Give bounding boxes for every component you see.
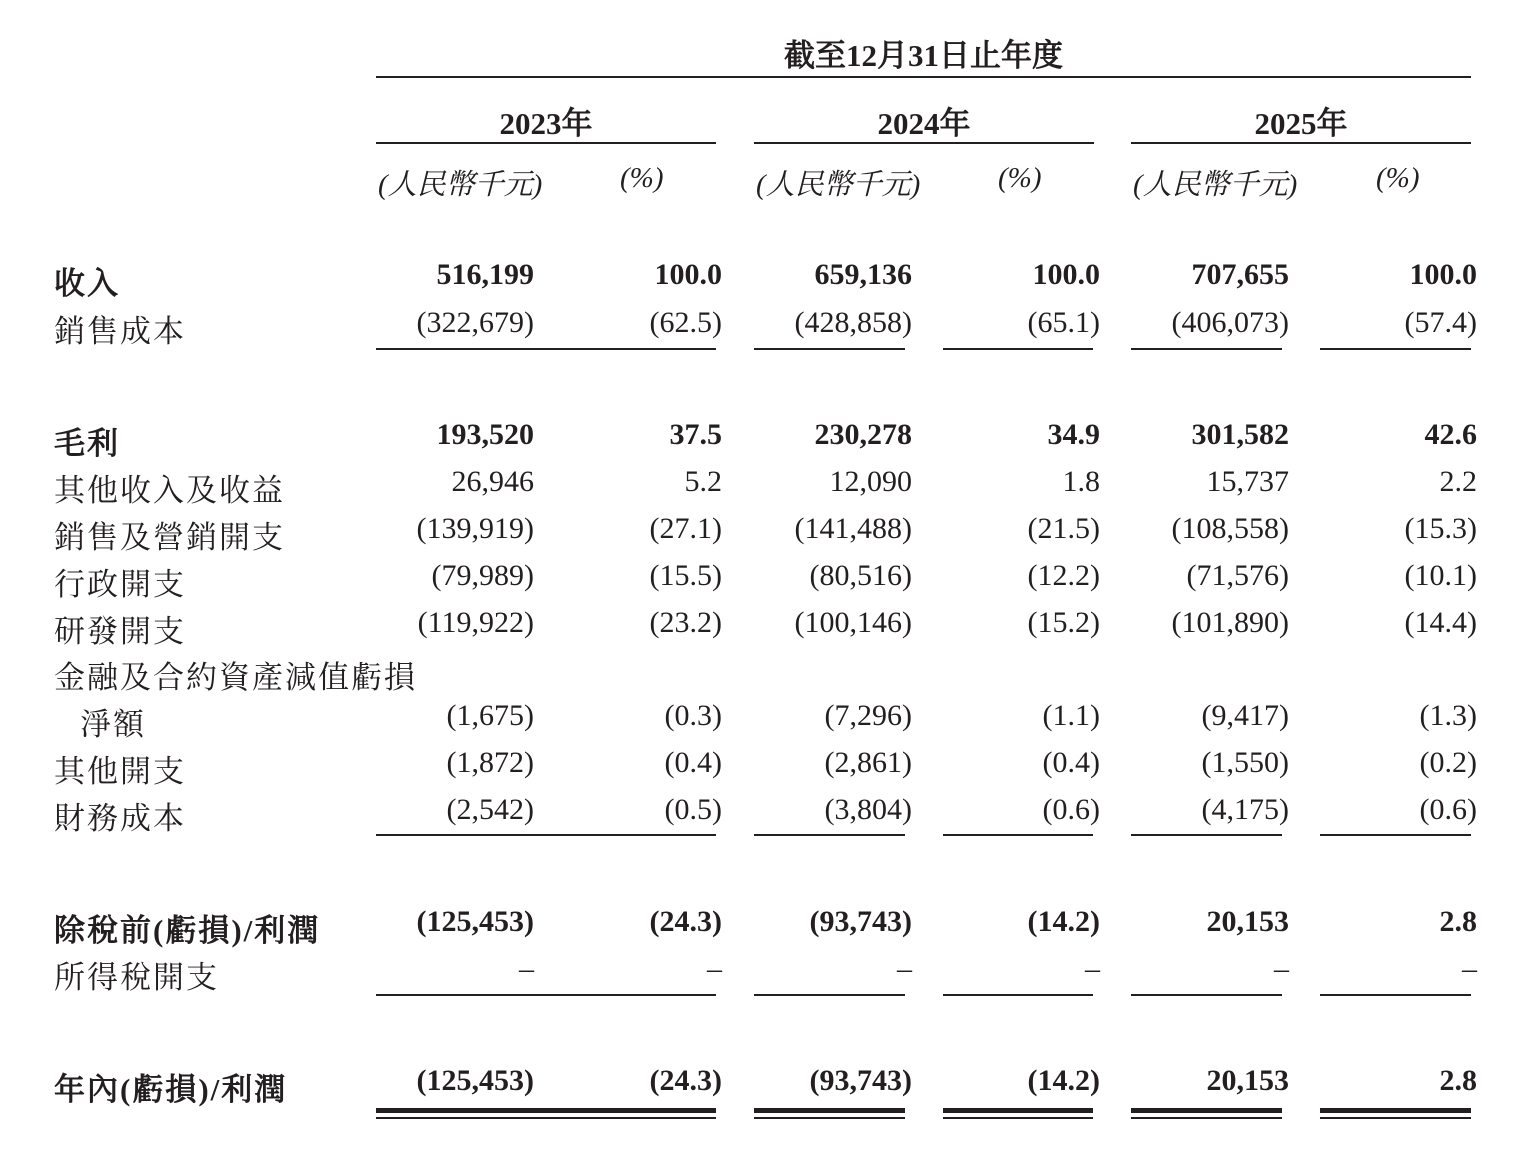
cell-value: 34.9 xyxy=(1047,418,1100,451)
cell-value: (322,679) xyxy=(416,306,534,339)
cell-value: (2,861) xyxy=(824,746,912,779)
cell-value: (15.2) xyxy=(1027,606,1100,639)
cell-value: (108,558) xyxy=(1171,512,1289,545)
cell-value: 5.2 xyxy=(684,465,722,498)
subtotal-rule xyxy=(565,348,716,350)
unit-pct-2024: (%) xyxy=(998,162,1042,194)
row-label: 所得稅開支 xyxy=(54,960,219,995)
total-double-rule xyxy=(754,1108,905,1113)
year-heading-2023: 2023年 xyxy=(499,106,593,141)
row-label: 行政開支 xyxy=(54,567,186,602)
cell-value: (125,453) xyxy=(416,905,534,938)
row-label: 其他開支 xyxy=(54,754,186,789)
cell-value: – xyxy=(519,952,534,985)
cell-value: (0.4) xyxy=(1042,746,1100,779)
subtotal-rule xyxy=(943,834,1093,836)
subtotal-rule xyxy=(1131,994,1282,996)
subtotal-rule xyxy=(943,994,1093,996)
cell-value: 2.2 xyxy=(1439,465,1477,498)
cell-value: (1.3) xyxy=(1419,699,1477,732)
cell-value: – xyxy=(897,952,912,985)
cell-value: (65.1) xyxy=(1027,306,1100,339)
cell-value: (1,550) xyxy=(1201,746,1289,779)
subtotal-rule xyxy=(565,834,716,836)
cell-value: 2.8 xyxy=(1439,1064,1477,1097)
cell-value: (0.4) xyxy=(664,746,722,779)
cell-value: 2.8 xyxy=(1439,905,1477,938)
unit-amount-2025: (人民幣千元) xyxy=(1133,169,1298,201)
cell-value: (14.2) xyxy=(1027,1064,1100,1097)
subtotal-rule xyxy=(1320,348,1471,350)
subtotal-rule xyxy=(943,348,1093,350)
cell-value: (0.2) xyxy=(1419,746,1477,779)
row-label: 淨額 xyxy=(80,707,146,742)
cell-value: (79,989) xyxy=(431,559,534,592)
cell-value: (3,804) xyxy=(824,793,912,826)
subtotal-rule xyxy=(754,834,905,836)
unit-amount-2024: (人民幣千元) xyxy=(756,169,921,201)
cell-value: (406,073) xyxy=(1171,306,1289,339)
cell-value: (1,675) xyxy=(446,699,534,732)
cell-value: (23.2) xyxy=(649,606,722,639)
unit-amount-2023: (人民幣千元) xyxy=(378,169,543,201)
cell-value: 230,278 xyxy=(814,418,912,451)
row-label: 其他收入及收益 xyxy=(54,473,285,508)
row-label: 收入 xyxy=(54,266,120,301)
year-underline-2024 xyxy=(754,142,1094,144)
subtotal-rule xyxy=(565,994,716,996)
row-label: 毛利 xyxy=(54,426,120,461)
year-heading-2025: 2025年 xyxy=(1254,106,1348,141)
year-underline-2025 xyxy=(1131,142,1471,144)
cell-value: 100.0 xyxy=(654,258,722,291)
subtotal-rule xyxy=(754,994,905,996)
cell-value: (0.5) xyxy=(664,793,722,826)
cell-value: (24.3) xyxy=(649,905,722,938)
cell-value: (9,417) xyxy=(1201,699,1289,732)
row-label: 研發開支 xyxy=(54,614,186,649)
cell-value: – xyxy=(1462,952,1477,985)
cell-value: (2,542) xyxy=(446,793,534,826)
subtotal-rule xyxy=(1131,834,1282,836)
cell-value: 659,136 xyxy=(814,258,912,291)
cell-value: 707,655 xyxy=(1191,258,1289,291)
total-double-rule xyxy=(565,1108,716,1113)
cell-value: (93,743) xyxy=(809,1064,912,1097)
cell-value: (93,743) xyxy=(809,905,912,938)
cell-value: 100.0 xyxy=(1032,258,1100,291)
unit-pct-2023: (%) xyxy=(620,162,664,194)
subtotal-rule xyxy=(1131,348,1282,350)
cell-value: (125,453) xyxy=(416,1064,534,1097)
total-double-rule xyxy=(1320,1108,1471,1113)
cell-value: 193,520 xyxy=(436,418,534,451)
row-label: 銷售及營銷開支 xyxy=(54,520,285,555)
cell-value: (0.6) xyxy=(1419,793,1477,826)
cell-value: (10.1) xyxy=(1404,559,1477,592)
cell-value: 20,153 xyxy=(1206,1064,1289,1097)
cell-value: (0.3) xyxy=(664,699,722,732)
cell-value: (15.3) xyxy=(1404,512,1477,545)
cell-value: (71,576) xyxy=(1186,559,1289,592)
cell-value: (100,146) xyxy=(794,606,912,639)
cell-value: 15,737 xyxy=(1206,465,1289,498)
row-label: 除稅前(虧損)/利潤 xyxy=(54,913,321,948)
cell-value: (14.4) xyxy=(1404,606,1477,639)
period-heading: 截至12月31日止年度 xyxy=(784,38,1063,73)
cell-value: 100.0 xyxy=(1409,258,1477,291)
cell-value: 20,153 xyxy=(1206,905,1289,938)
total-double-rule xyxy=(943,1108,1093,1113)
cell-value: (14.2) xyxy=(1027,905,1100,938)
cell-value: 1.8 xyxy=(1062,465,1100,498)
cell-value: 37.5 xyxy=(669,418,722,451)
cell-value: (119,922) xyxy=(417,606,534,639)
cell-value: (428,858) xyxy=(794,306,912,339)
cell-value: (27.1) xyxy=(649,512,722,545)
cell-value: – xyxy=(707,952,722,985)
row-label: 銷售成本 xyxy=(54,314,186,349)
cell-value: 26,946 xyxy=(451,465,534,498)
row-label: 年內(虧損)/利潤 xyxy=(54,1072,288,1107)
cell-value: (101,890) xyxy=(1171,606,1289,639)
cell-value: 42.6 xyxy=(1424,418,1477,451)
subtotal-rule xyxy=(1320,834,1471,836)
cell-value: (1.1) xyxy=(1042,699,1100,732)
year-underline-2023 xyxy=(376,142,716,144)
row-label: 財務成本 xyxy=(54,801,186,836)
cell-value: (7,296) xyxy=(824,699,912,732)
cell-value: (141,488) xyxy=(794,512,912,545)
total-double-rule xyxy=(1131,1108,1282,1113)
cell-value: (139,919) xyxy=(416,512,534,545)
period-underline xyxy=(376,76,1471,78)
cell-value: (1,872) xyxy=(446,746,534,779)
subtotal-rule xyxy=(1320,994,1471,996)
cell-value: (4,175) xyxy=(1201,793,1289,826)
cell-value: (12.2) xyxy=(1027,559,1100,592)
cell-value: (80,516) xyxy=(809,559,912,592)
cell-value: (62.5) xyxy=(649,306,722,339)
cell-value: 301,582 xyxy=(1191,418,1289,451)
cell-value: 516,199 xyxy=(436,258,534,291)
cell-value: (15.5) xyxy=(649,559,722,592)
cell-value: – xyxy=(1274,952,1289,985)
row-label: 金融及合約資產減值虧損 xyxy=(54,660,417,695)
cell-value: – xyxy=(1085,952,1100,985)
cell-value: (57.4) xyxy=(1404,306,1477,339)
subtotal-rule xyxy=(754,348,905,350)
cell-value: 12,090 xyxy=(829,465,912,498)
cell-value: (21.5) xyxy=(1027,512,1100,545)
cell-value: (0.6) xyxy=(1042,793,1100,826)
unit-pct-2025: (%) xyxy=(1376,162,1420,194)
year-heading-2024: 2024年 xyxy=(877,106,971,141)
cell-value: (24.3) xyxy=(649,1064,722,1097)
